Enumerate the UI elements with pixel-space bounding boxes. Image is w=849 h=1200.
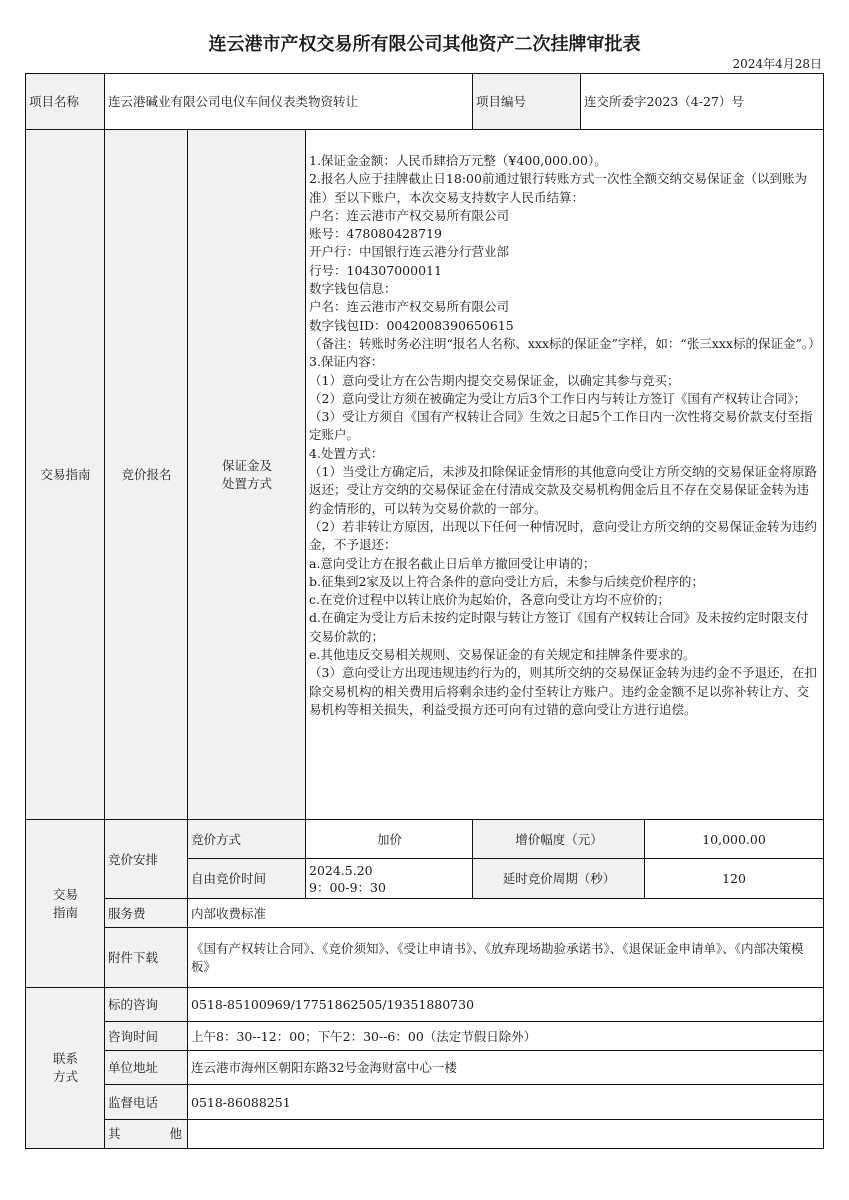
contact-row-label bbox=[104, 1084, 189, 1121]
project-no-label-text: 项目编号 bbox=[476, 94, 527, 109]
deposit-line: （1）意向受让方在公告期内提交交易保证金，以确定其参与竞买； bbox=[309, 372, 680, 388]
bid-method-value-text: 加价 bbox=[376, 831, 402, 847]
free-bid-hours: 9：00-9：30 bbox=[309, 880, 386, 895]
contact-label-line1: 联系 bbox=[52, 1051, 78, 1066]
inquiry-hours-label: 咨询时间 bbox=[108, 1028, 159, 1044]
deposit-label-line2: 处置方式 bbox=[221, 476, 272, 491]
address-label: 单位地址 bbox=[108, 1060, 159, 1075]
address-value: 连云港市海州区朝阳东路32号金海财富中心一楼 bbox=[191, 1060, 457, 1075]
deposit-line: c.在竞价过程中以转让底价为起始价，各意向受让方均不应价的； bbox=[309, 592, 670, 608]
subject-inquiry-phones: 0518-85100969/17751862505/19351880730 bbox=[191, 997, 475, 1012]
supervision-phone-label: 监督电话 bbox=[108, 1094, 159, 1110]
project-name-value-text: 连云港碱业有限公司电仪车间仪表类物资转让 bbox=[108, 94, 359, 109]
deposit-line: 4.处置方式： bbox=[309, 445, 384, 461]
delay-period-value-text: 120 bbox=[722, 871, 746, 886]
free-bid-time-value bbox=[305, 858, 474, 900]
delay-period-label-text: 延时竞价周期（秒） bbox=[502, 871, 616, 886]
other-label-char2: 他 bbox=[169, 1126, 182, 1141]
deposit-line: 账号：478080428719 bbox=[309, 226, 442, 242]
project-name-label-text: 项目名称 bbox=[29, 94, 80, 109]
service-fee-value-text: 内部收费标准 bbox=[191, 905, 267, 921]
deposit-line: 户名：连云港市产权交易所有限公司 bbox=[309, 207, 510, 223]
bid-method-value bbox=[305, 819, 474, 860]
deposit-line: 2.报名人应于挂牌截止日18:00前通过银行转账方式一次性全额交纳交易保证金（以到账为准）至以下账户，本次交易支持数字人民币结算： bbox=[309, 171, 807, 205]
deposit-line: 行号：104307000011 bbox=[309, 262, 442, 278]
deposit-line: 数字钱包信息： bbox=[309, 281, 397, 297]
attachments-label bbox=[104, 927, 189, 989]
trade-guide-label bbox=[25, 129, 106, 821]
bid-method-label-text: 竞价方式 bbox=[191, 831, 242, 847]
bid-arrangement-text: 竞价安排 bbox=[108, 851, 159, 867]
contact-row-value bbox=[187, 1050, 824, 1086]
trade-guide-line1: 交易 bbox=[52, 887, 78, 902]
service-fee-label-text: 服务费 bbox=[108, 905, 146, 921]
project-no-value bbox=[580, 73, 824, 131]
project-name-label bbox=[25, 73, 106, 131]
deposit-line: （2）若非转让方原因，出现以下任何一种情况时，意向受让方所交纳的交易保证金转为违约金，不予退还： bbox=[309, 518, 817, 553]
increment-label bbox=[472, 819, 646, 860]
contact-row-value bbox=[187, 1021, 824, 1052]
deposit-terms bbox=[305, 129, 824, 821]
increment-label-text: 增价幅度（元） bbox=[515, 831, 603, 847]
deposit-label-line1: 保证金及 bbox=[221, 458, 272, 473]
service-fee-label bbox=[104, 898, 189, 929]
increment-value-text: 10,000.00 bbox=[702, 831, 766, 847]
attachments-label-text: 附件下载 bbox=[108, 950, 159, 965]
supervision-phone-value: 0518-86088251 bbox=[191, 1094, 291, 1110]
deposit-line: （3）受让方须自《国有产权转让合同》生效之日起5个工作日内一次性将交易价款支付至指定账户。 bbox=[309, 409, 813, 443]
deposit-line: 开户行：中国银行连云港分行营业部 bbox=[309, 244, 510, 260]
free-bid-time-label bbox=[187, 858, 307, 900]
trade-guide-label-text: 交易指南 bbox=[40, 467, 91, 482]
delay-period-value bbox=[644, 858, 824, 900]
attachments-value[interactable] bbox=[187, 927, 824, 989]
other-label bbox=[104, 1119, 189, 1149]
deposit-line: 数字钱包ID：0042008390650615 bbox=[309, 317, 514, 333]
deposit-line: a.意向受让方在报名截止日后单方撤回受让申请的； bbox=[309, 555, 596, 571]
increment-value bbox=[644, 819, 824, 860]
trade-guide-line2: 指南 bbox=[52, 905, 78, 920]
contact-row-label bbox=[104, 1021, 189, 1052]
project-no-value-text: 连交所委字2023（4-27）号 bbox=[584, 94, 744, 109]
contact-label-line2: 方式 bbox=[52, 1069, 78, 1084]
free-bid-time-label-text: 自由竞价时间 bbox=[191, 871, 267, 886]
deposit-line: 户名：连云港市产权交易所有限公司 bbox=[309, 299, 510, 315]
deposit-line: d.在确定为受让方后未按约定时限与转让方签订《国有产权转让合同》及未按约定时限支付交易价款的； bbox=[309, 610, 809, 644]
document-title: 连云港市产权交易所有限公司其他资产二次挂牌审批表 bbox=[208, 34, 641, 55]
deposit-line: （备注：转账时务必注明“报名人名称、xxx标的保证金”字样，如：“张三xxx标的保证金”。） bbox=[309, 335, 821, 351]
bid-arrangement-label bbox=[104, 819, 189, 900]
deposit-line: （1）当受让方确定后，未涉及扣除保证金情形的其他意向受让方所交纳的交易保证金将原路返还；受让方交纳的交易保证金在付清成交款及交易机构佣金后且不存在交易保证金转为违约金情形的，可以转为交易价款的一部分。 bbox=[309, 464, 817, 516]
deposit-line: e.其他违反交易相关规则、交易保证金的有关规定和挂牌条件要求的。 bbox=[309, 647, 696, 663]
deposit-line: b.征集到2家及以上符合条件的意向受让方后，未参与后续竞价程序的； bbox=[309, 573, 704, 589]
deposit-line: 3.保证内容： bbox=[309, 354, 384, 370]
contact-row-value bbox=[187, 1084, 824, 1121]
contact-label bbox=[25, 987, 106, 1149]
attachments-links[interactable]: 《国有产权转让合同》、《竞价须知》、《受让申请书》、《放弃现场勘验承诺书》、《退保证金申请单》、《内部决策模板》 bbox=[191, 941, 804, 974]
project-no-label bbox=[472, 73, 582, 131]
document-date: 2024年4月28日 bbox=[732, 57, 822, 71]
bid-registration-label bbox=[104, 129, 189, 821]
deposit-line: （2）意向受让方须在被确定为受让方后3个工作日内与转让方签订《国有产权转让合同》； bbox=[309, 390, 807, 406]
free-bid-date: 2024.5.20 bbox=[309, 863, 373, 878]
other-label-char1: 其 bbox=[108, 1126, 121, 1141]
delay-period-label bbox=[472, 858, 646, 900]
project-name-value bbox=[104, 73, 474, 131]
deposit-line: （3）意向受让方出现违规违约行为的，则其所交纳的交易保证金转为违约金不予退还，在扣除交易机构的相关费用后将剩余违约金付至转让方账户。违约金金额不足以弥补转让方、交易机构等相关损失，利益受损方还可向有过错的意向受让方进行追偿。 bbox=[309, 665, 817, 717]
contact-row-label bbox=[104, 1050, 189, 1086]
deposit-disposal-label bbox=[187, 129, 307, 821]
contact-row-label bbox=[104, 987, 189, 1023]
bid-registration-label-text: 竞价报名 bbox=[121, 467, 172, 482]
deposit-line: 1.保证金金额：人民币肆拾万元整（¥400,000.00）。 bbox=[309, 153, 607, 168]
service-fee-value bbox=[187, 898, 824, 929]
subject-inquiry-label: 标的咨询 bbox=[108, 997, 159, 1012]
trade-guide-label-2 bbox=[25, 819, 106, 989]
inquiry-hours-value: 上午8：30--12：00；下午2：30--6：00（法定节假日除外） bbox=[191, 1028, 537, 1044]
contact-row-value bbox=[187, 987, 824, 1023]
bid-method-label bbox=[187, 819, 307, 860]
other-value bbox=[187, 1119, 824, 1149]
